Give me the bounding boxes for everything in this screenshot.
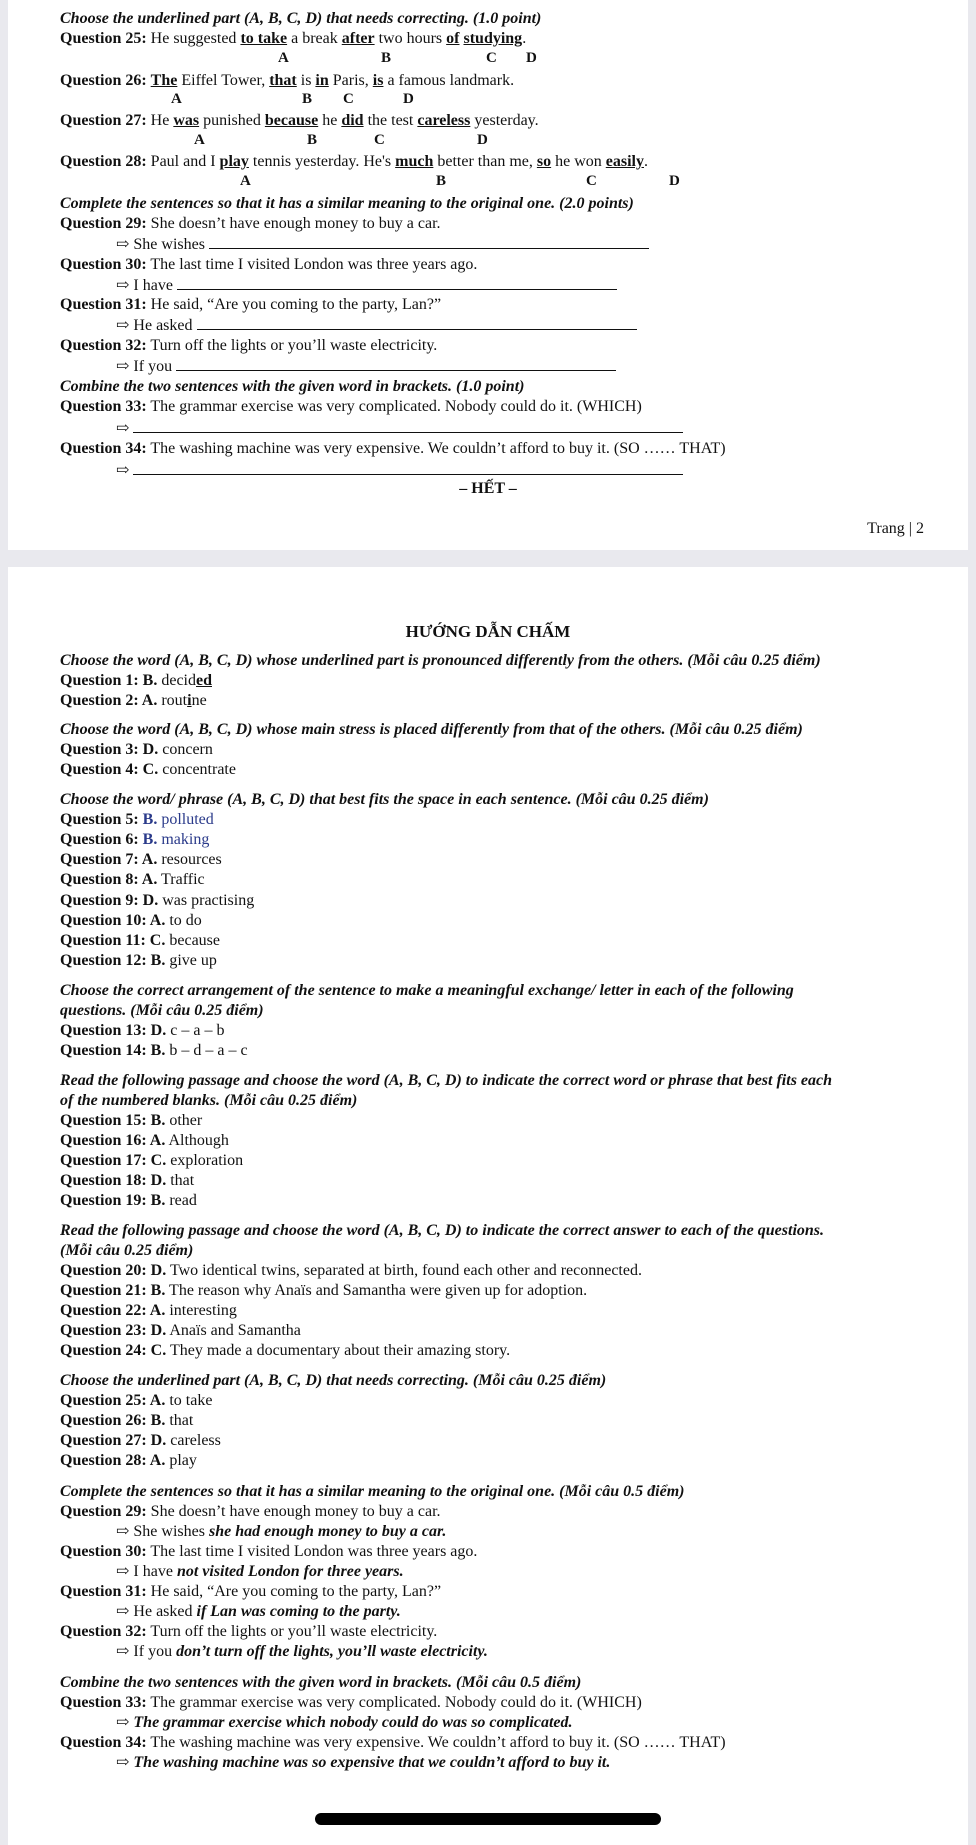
section-heading: Choose the correct arrangement of the sentence to make a meaningful exchange/ letter in each of the following — [60, 982, 794, 999]
home-indicator-bar[interactable] — [315, 1813, 661, 1825]
answer-14: Question 14: B. b – d – a – c — [60, 1042, 248, 1059]
option-letter: B — [307, 132, 318, 148]
answer-28: Question 28: A. play — [60, 1452, 197, 1469]
section-heading: Choose the word/ phrase (A, B, C, D) that best fits the space in each sentence. (Mỗi câu 0.25 điểm) — [60, 791, 709, 808]
answer-key-title: HƯỚNG DẪN CHẤM — [405, 622, 571, 641]
option-letter: D — [526, 50, 537, 66]
question-33: Question 33: The grammar exercise was very complicated. Nobody could do it. (WHICH) — [60, 398, 642, 415]
option-letter: A — [278, 50, 289, 66]
option-letter: C — [374, 132, 385, 148]
answer-line: ⇨ — [60, 460, 683, 480]
section-heading: Complete the sentences so that it has a similar meaning to the original one. (2.0 points) — [60, 195, 634, 212]
option-letter: D — [477, 132, 488, 148]
question-30: Question 30: The last time I visited London was three years ago. — [60, 256, 478, 273]
answer-27: Question 27: D. careless — [60, 1432, 221, 1449]
answer-33: Question 33: The grammar exercise was very complicated. Nobody could do it. (WHICH) — [60, 1694, 642, 1711]
answer-18: Question 18: D. that — [60, 1172, 195, 1189]
section-heading: of the numbered blanks. (Mỗi câu 0.25 điểm) — [60, 1092, 358, 1109]
option-letter: A — [194, 132, 205, 148]
question-28: Question 28: Paul and I play tennis yesterday. He's much better than me, so he won easily. — [60, 153, 648, 170]
answer-1: Question 1: B. decided — [60, 672, 212, 689]
end-mark: – HẾT – — [459, 480, 517, 497]
answer-33-rewrite: ⇨ The grammar exercise which nobody could do was so complicated. — [116, 1714, 573, 1731]
section-heading: Choose the word (A, B, C, D) whose main stress is placed differently from that of the others. (Mỗi câu 0.25 điểm) — [60, 721, 803, 738]
answer-20: Question 20: D. Two identical twins, separated at birth, found each other and reconnected. — [60, 1262, 642, 1279]
exam-page-2 — [8, 567, 968, 1845]
answer-12: Question 12: B. give up — [60, 952, 217, 969]
answer-line: ⇨ If you — [60, 356, 616, 376]
section-heading: Combine the two sentences with the given word in brackets. (Mỗi câu 0.5 điểm) — [60, 1674, 582, 1691]
answer-32-rewrite: ⇨ If you don’t turn off the lights, you’ll waste electricity. — [116, 1643, 488, 1660]
section-heading: Complete the sentences so that it has a similar meaning to the original one. (Mỗi câu 0.5 điểm) — [60, 1483, 685, 1500]
option-letter: B — [436, 173, 447, 189]
option-letter: B — [381, 50, 392, 66]
option-letter: D — [669, 173, 680, 189]
answer-6: Question 6: B. making — [60, 831, 210, 848]
answer-2: Question 2: A. routine — [60, 692, 207, 709]
section-heading: Read the following passage and choose the word (A, B, C, D) to indicate the correct answer to each of the questions. — [60, 1222, 825, 1239]
page-footer: Trang | 2 — [867, 520, 924, 537]
answer-4: Question 4: C. concentrate — [60, 761, 236, 778]
section-heading: Choose the underlined part (A, B, C, D) that needs correcting. (1.0 point) — [60, 10, 542, 27]
answer-9: Question 9: D. was practising — [60, 892, 255, 909]
answer-23: Question 23: D. Anaïs and Samantha — [60, 1322, 301, 1339]
option-letter: D — [403, 91, 414, 107]
answer-34-rewrite: ⇨ The washing machine was so expensive that we couldn’t afford to buy it. — [116, 1754, 611, 1771]
section-heading: Combine the two sentences with the given word in brackets. (1.0 point) — [60, 378, 525, 395]
question-26: Question 26: The Eiffel Tower, that is in Paris, is a famous landmark. — [60, 72, 515, 89]
answer-17: Question 17: C. exploration — [60, 1152, 244, 1169]
answer-15: Question 15: B. other — [60, 1112, 203, 1129]
question-25: Question 25: He suggested to take a break after two hours of studying. — [60, 30, 527, 47]
answer-31: Question 31: He said, “Are you coming to the party, Lan?” — [60, 1583, 442, 1600]
answer-5: Question 5: B. polluted — [60, 811, 214, 828]
option-letter: C — [343, 91, 354, 107]
answer-30: Question 30: The last time I visited London was three years ago. — [60, 1543, 478, 1560]
answer-16: Question 16: A. Although — [60, 1132, 229, 1149]
option-letter: A — [171, 91, 182, 107]
answer-31-rewrite: ⇨ He asked if Lan was coming to the party. — [116, 1603, 401, 1620]
answer-21: Question 21: B. The reason why Anaïs and Samantha were given up for adoption. — [60, 1282, 588, 1299]
option-letter: B — [302, 91, 313, 107]
answer-29-rewrite: ⇨ She wishes she had enough money to buy a car. — [116, 1523, 447, 1540]
answer-line: ⇨ — [60, 418, 683, 438]
answer-7: Question 7: A. resources — [60, 851, 222, 868]
answer-8: Question 8: A. Traffic — [60, 871, 205, 888]
answer-line: ⇨ She wishes — [60, 234, 649, 254]
answer-19: Question 19: B. read — [60, 1192, 197, 1209]
section-heading: (Mỗi câu 0.25 điểm) — [60, 1242, 194, 1259]
answer-34: Question 34: The washing machine was very expensive. We couldn’t afford to buy it. (SO …… THAT) — [60, 1734, 726, 1751]
option-letter: C — [586, 173, 597, 189]
option-letter: C — [486, 50, 497, 66]
answer-13: Question 13: D. c – a – b — [60, 1022, 225, 1039]
question-34: Question 34: The washing machine was very expensive. We couldn’t afford to buy it. (SO …… THAT) — [60, 440, 726, 457]
section-heading: Read the following passage and choose the word (A, B, C, D) to indicate the correct word or phrase that best fits each — [60, 1072, 833, 1089]
answer-3: Question 3: D. concern — [60, 741, 213, 758]
answer-32: Question 32: Turn off the lights or you’ll waste electricity. — [60, 1623, 438, 1640]
exam-page-1 — [8, 0, 968, 550]
answer-line: ⇨ I have — [60, 275, 617, 295]
answer-26: Question 26: B. that — [60, 1412, 194, 1429]
answer-11: Question 11: C. because — [60, 932, 220, 949]
section-heading: Choose the word (A, B, C, D) whose underlined part is pronounced differently from the others. (Mỗi câu 0.25 điểm) — [60, 652, 821, 669]
answer-24: Question 24: C. They made a documentary about their amazing story. — [60, 1342, 511, 1359]
section-heading: Choose the underlined part (A, B, C, D) that needs correcting. (Mỗi câu 0.25 điểm) — [60, 1372, 607, 1389]
answer-10: Question 10: A. to do — [60, 912, 202, 929]
answer-22: Question 22: A. interesting — [60, 1302, 237, 1319]
answer-29: Question 29: She doesn’t have enough money to buy a car. — [60, 1503, 441, 1520]
question-31: Question 31: He said, “Are you coming to the party, Lan?” — [60, 296, 442, 313]
question-27: Question 27: He was punished because he did the test careless yesterday. — [60, 112, 539, 129]
question-29: Question 29: She doesn’t have enough money to buy a car. — [60, 215, 441, 232]
question-32: Question 32: Turn off the lights or you’ll waste electricity. — [60, 337, 438, 354]
section-heading: questions. (Mỗi câu 0.25 điểm) — [60, 1002, 264, 1019]
answer-line: ⇨ He asked — [60, 315, 637, 335]
option-letter: A — [240, 173, 251, 189]
answer-30-rewrite: ⇨ I have not visited London for three years. — [116, 1563, 404, 1580]
answer-25: Question 25: A. to take — [60, 1392, 213, 1409]
